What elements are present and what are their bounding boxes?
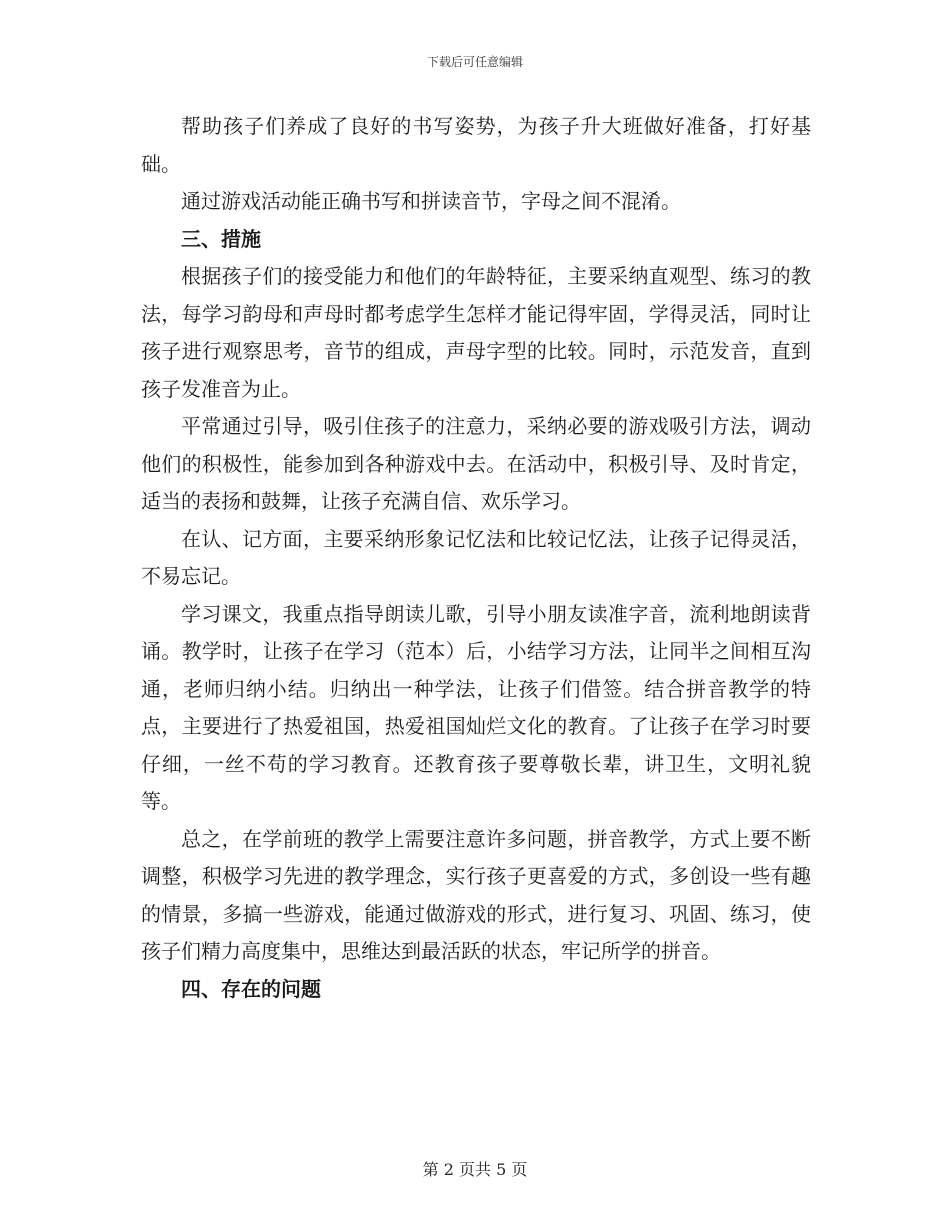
paragraph-writing-posture: 帮助孩子们养成了良好的书写姿势，为孩子升大班做好准备，打好基础。 [141, 114, 811, 176]
section-heading-problems: 四、存在的问题 [181, 976, 321, 1001]
page-footer: 第 2 页共 5 页 [422, 1160, 528, 1179]
document-body [141, 108, 811, 1008]
paragraph-text-study: 学习课文，我重点指导朗读儿歌，引导小朋友读准字音，流利地朗读背诵。教学时，让孩子在学习（范本）后，小结学习方法，让同半之间相互沟通，老师归纳小结。归纳出一种学法，让孩子们借签。结合拼音教学的特点，主要进行了热爱祖国，热爱祖国灿烂文化的教育。了让孩子在学习时要仔细，一丝不苟的学习教育。还教育孩子要尊敬长辈，讲卫生，文明礼貌等。 [141, 601, 811, 813]
paragraph-summary: 总之，在学前班的教学上需要注意许多问题，拼音教学，方式上要不断调整，积极学习先进的教学理念，实行孩子更喜爱的方式，多创设一些有趣的情景，多搞一些游戏，能通过做游戏的形式，进行复习、巩固、练习，使孩子们精力高度集中，思维达到最活跃的状态，牢记所学的拼音。 [141, 826, 811, 963]
paragraph-spelling-games: 通过游戏活动能正确书写和拼读音节，字母之间不混淆。 [181, 189, 681, 213]
paragraph-teaching-method: 根据孩子们的接受能力和他们的年龄特征，主要采纳直观型、练习的教法，每学习韵母和声母时都考虑学生怎样才能记得牢固，学得灵活，同时让孩子进行观察思考，音节的组成，声母字型的比较。同时，示范发音，直到孩子发准音为止。 [141, 264, 811, 401]
section-heading-measures: 三、措施 [181, 226, 261, 251]
paragraph-guidance: 平常通过引导，吸引住孩子的注意力，采纳必要的游戏吸引方法，调动他们的积极性，能参加到各种游戏中去。在活动中，积极引导、及时肯定，适当的表扬和鼓舞，让孩子充满自信、欢乐学习。 [141, 414, 811, 513]
paragraph-memory-methods: 在认、记方面，主要采纳形象记忆法和比较记忆法，让孩子记得灵活，不易忘记。 [141, 526, 811, 588]
page-header: 下载后可任意编辑 [426, 55, 523, 69]
